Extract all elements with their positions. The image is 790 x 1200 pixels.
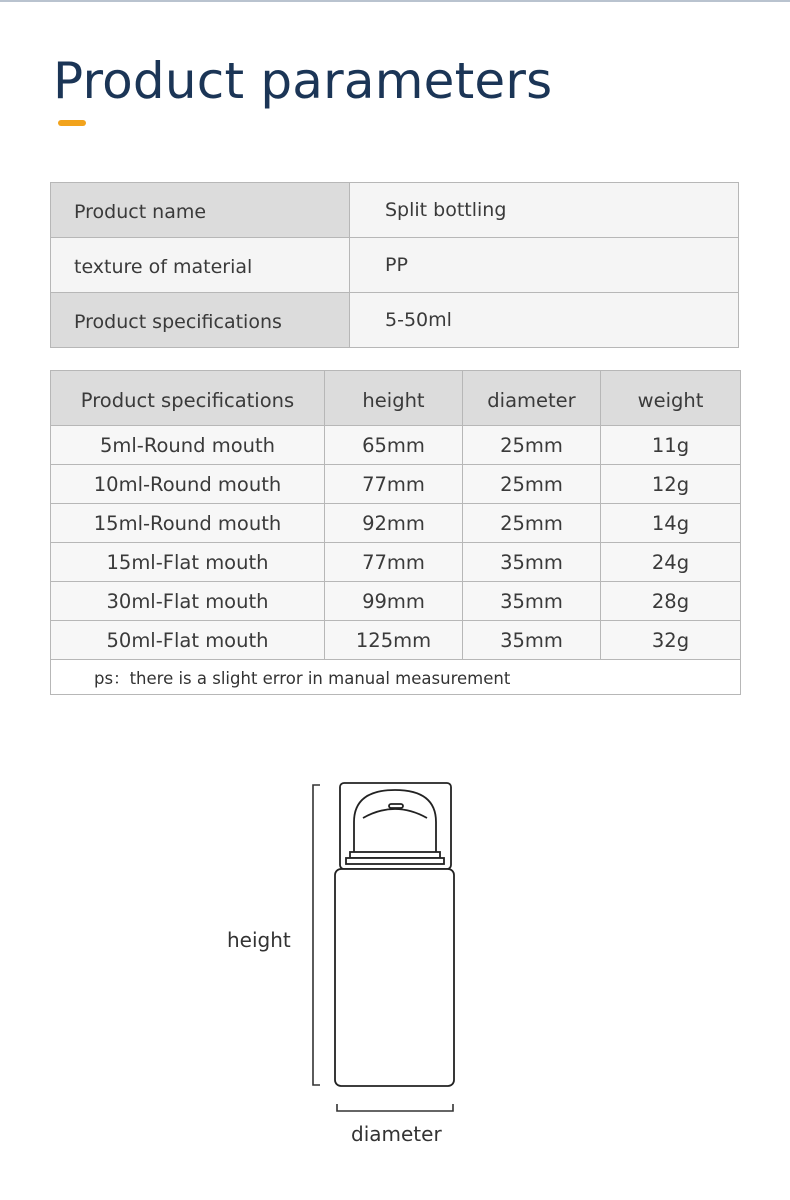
info-value: Split bottling [350,183,739,238]
spec-weight: 28g [601,582,741,621]
height-bracket [313,785,320,1085]
bottle-diagram [200,770,560,1170]
spec-weight: 12g [601,465,741,504]
spec-model: 5ml-Round mouth [51,426,325,465]
info-label: Product name [51,183,350,238]
spec-model: 50ml-Flat mouth [51,621,325,660]
header-height: height [325,371,463,426]
spec-weight: 32g [601,621,741,660]
table-row [51,504,741,543]
table-row [51,183,739,238]
diameter-label: diameter [351,1122,442,1146]
header-specifications: Product specifications [51,371,325,426]
table-row [51,293,739,348]
bottle-illustration [200,770,560,1170]
info-value: PP [350,238,739,293]
spec-height: 125mm [325,621,463,660]
spec-height: 77mm [325,543,463,582]
spec-height: 92mm [325,504,463,543]
spec-model: 30ml-Flat mouth [51,582,325,621]
table-row [51,621,741,660]
specs-header-row [51,371,741,426]
spec-model: 15ml-Round mouth [51,504,325,543]
diameter-bracket [337,1104,453,1111]
info-label: texture of material [51,238,350,293]
spec-weight: 11g [601,426,741,465]
table-row [51,582,741,621]
table-row [51,543,741,582]
spec-height: 65mm [325,426,463,465]
spec-diameter: 35mm [463,582,601,621]
spec-diameter: 25mm [463,504,601,543]
header-diameter: diameter [463,371,601,426]
info-label: Product specifications [51,293,350,348]
spec-height: 99mm [325,582,463,621]
bottle-cap [340,783,451,869]
title-accent-bar [58,120,86,126]
specs-table [50,370,741,695]
basic-info-table [50,182,739,348]
measurement-note: ps：there is a slight error in manual measurement [51,660,741,695]
info-value: 5-50ml [350,293,739,348]
table-row [51,238,739,293]
table-row [51,465,741,504]
table-row [51,426,741,465]
note-row [51,660,741,695]
height-label: height [227,928,291,952]
spec-diameter: 25mm [463,465,601,504]
spec-diameter: 25mm [463,426,601,465]
spec-diameter: 35mm [463,543,601,582]
top-rule [0,0,790,2]
spec-model: 10ml-Round mouth [51,465,325,504]
spec-weight: 24g [601,543,741,582]
page-title: Product parameters [53,52,553,110]
spec-model: 15ml-Flat mouth [51,543,325,582]
header-weight: weight [601,371,741,426]
spec-height: 77mm [325,465,463,504]
spec-weight: 14g [601,504,741,543]
bottle-body [335,869,454,1086]
spec-diameter: 35mm [463,621,601,660]
